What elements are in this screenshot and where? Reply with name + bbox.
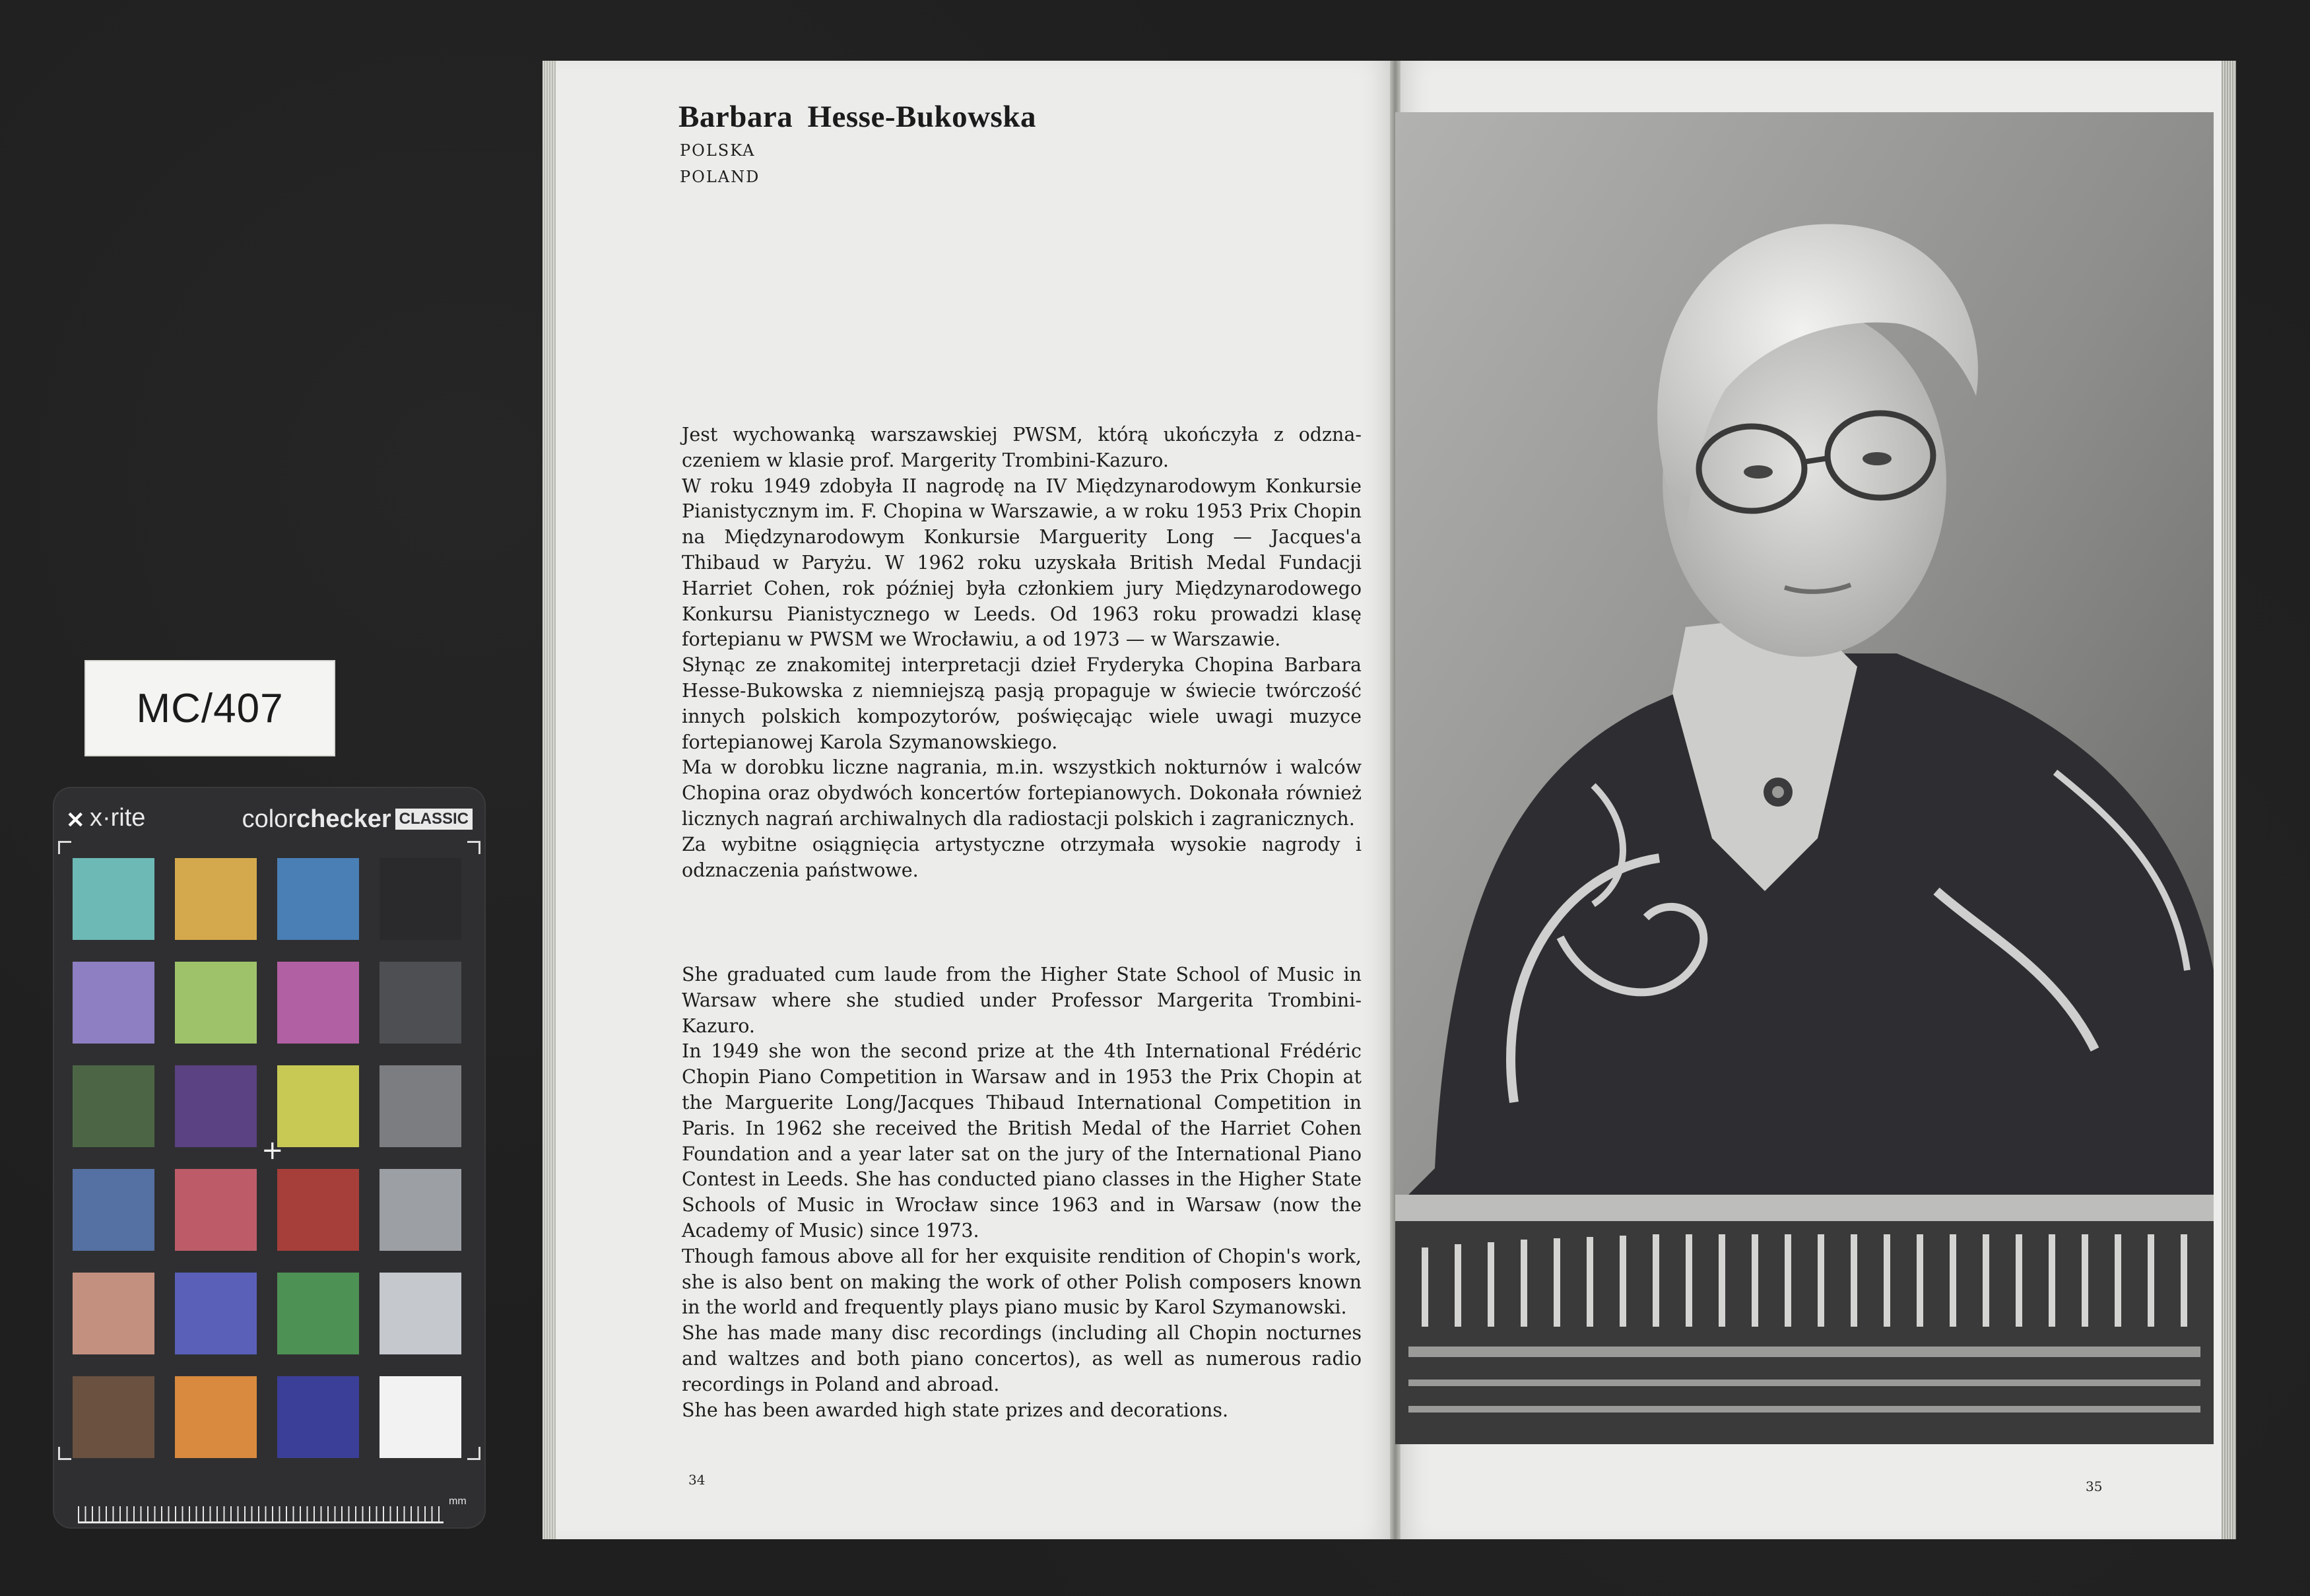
ruler-unit: mm: [449, 1496, 467, 1507]
color-patch: [175, 1169, 257, 1251]
color-patch: [175, 1273, 257, 1354]
color-patch: [277, 1065, 359, 1147]
center-cross-icon: +: [261, 1135, 284, 1166]
color-patch: [73, 1169, 154, 1251]
color-checker-card: [53, 787, 486, 1529]
bio-paragraph: W roku 1949 zdobyła II nagrodę na IV Międzynarodowym Konkursie Pianistycznym im. F. Chopina w Warszawie, a w roku 1953 Prix Chopin na Międzynarodowym Konkursie Marguerity Long — Jacques'a Thibaud w Paryżu. W 1962 roku uzyskała British Medal Fundacji Harriet Cohen, rok później była członkiem jury Międzynarodowego Konkursu Pianistycznego w Leeds. Od 1963 roku prowadzi klasę fortepianu w PWSM we Wrocławiu, a od 1973 — w Warszawie.: [682, 475, 1362, 651]
crop-mark: [467, 841, 480, 854]
color-patch: [175, 962, 257, 1044]
mm-ruler: [78, 1506, 444, 1523]
product-badge: CLASSIC: [395, 809, 473, 830]
crop-mark: [58, 841, 71, 854]
color-patch: [380, 1376, 461, 1458]
artist-name: Barbara Hesse-Bukowska: [678, 100, 1036, 134]
bio-paragraph: She has made many disc recordings (including all Chopin nocturnes and waltzes and both piano concertos), as well as numerous radio recordings in Poland and abroad.: [682, 1322, 1362, 1395]
crop-mark: [467, 1447, 480, 1460]
color-patch: [277, 1376, 359, 1458]
color-patch: [277, 1169, 359, 1251]
country-polish: POLSKA: [680, 141, 756, 160]
colorchecker-logo: [242, 805, 473, 834]
bio-paragraph: Za wybitne osiągnięcia artystyczne otrzymała wysokie nagrody i odznaczenia państwowe.: [682, 833, 1362, 881]
xrite-logo: [66, 804, 145, 832]
bio-paragraph: Słynąc ze znakomitej interpretacji dzieł Fryderyka Chopina Barbara Hesse-Bukowska z niemniejszą pasją propaguje w świecie twórczość innych polskich kompozytorów, poświęcając wiele uwagi muzyce fortepianowej Karola Szymanowskiego.: [682, 654, 1362, 753]
color-patch: [175, 1376, 257, 1458]
biography-polish: [682, 422, 1362, 883]
color-patch: [175, 1065, 257, 1147]
bio-paragraph: She has been awarded high state prizes and decorations.: [682, 1399, 1229, 1421]
color-patch: [380, 962, 461, 1044]
color-patch: [175, 858, 257, 940]
bio-paragraph: In 1949 she won the second prize at the 4th International Frédéric Chopin Piano Competition in Warsaw and in 1953 the Prix Chopin at the Marguerite Long/Jacques Thibaud International Competition in Paris. In 1962 she received the British Medal of the Harriet Cohen Foundation and a year later sat on the jury of the International Piano Contest in Leeds. She has conducted piano classes in the Higher State Schools of Music in Wrocław since 1963 and in Warsaw (now the Academy of Music) since 1973.: [682, 1040, 1362, 1242]
color-patch: [73, 962, 154, 1044]
color-patch: [380, 1065, 461, 1147]
accession-number: MC/407: [136, 685, 284, 731]
color-patch: [73, 1376, 154, 1458]
accession-label: [84, 660, 335, 756]
portrait-photo: [1395, 112, 2214, 1444]
product-regular: color: [242, 805, 296, 833]
page-number-left: 34: [688, 1472, 706, 1488]
color-patch: [73, 1065, 154, 1147]
country-english: POLAND: [680, 168, 760, 186]
biography-english: [682, 962, 1362, 1423]
color-patch: [380, 1273, 461, 1354]
xrite-icon: ✕: [66, 808, 85, 833]
color-patch: [73, 1273, 154, 1354]
bio-paragraph: Though famous above all for her exquisite rendition of Chopin's work, she is also bent on making the work of other Polish composers known in the world and frequently plays piano music by Karol Szymanowski.: [682, 1245, 1362, 1319]
brand-text: x·rite: [90, 804, 146, 832]
page-number-right: 35: [2086, 1479, 2103, 1494]
portrait-illustration: [1395, 112, 2214, 1444]
color-patch: [277, 858, 359, 940]
color-patch: [380, 1169, 461, 1251]
crop-mark: [58, 1447, 71, 1460]
color-patch: [277, 1273, 359, 1354]
bio-paragraph: Jest wychowanką warszawskiej PWSM, którą ukończyła z odznaczeniem w klasie prof. Margerity Trombini-Kazuro.: [682, 424, 1362, 471]
color-patch: [277, 962, 359, 1044]
bio-paragraph: Ma w dorobku liczne nagrania, m.in. wszystkich nokturnów i walców Chopina oraz obydwóch koncertów fortepianowych. Dokonała również licznych nagrań archiwalnych dla radiostacji polskich i zagranicznych.: [682, 756, 1362, 830]
bio-paragraph: She graduated cum laude from the Higher State School of Music in Warsaw where she studied under Professor Margerita Trombini-Kazuro.: [682, 964, 1362, 1037]
product-bold: checker: [296, 805, 391, 833]
color-patch: [73, 858, 154, 940]
color-patch: [380, 858, 461, 940]
